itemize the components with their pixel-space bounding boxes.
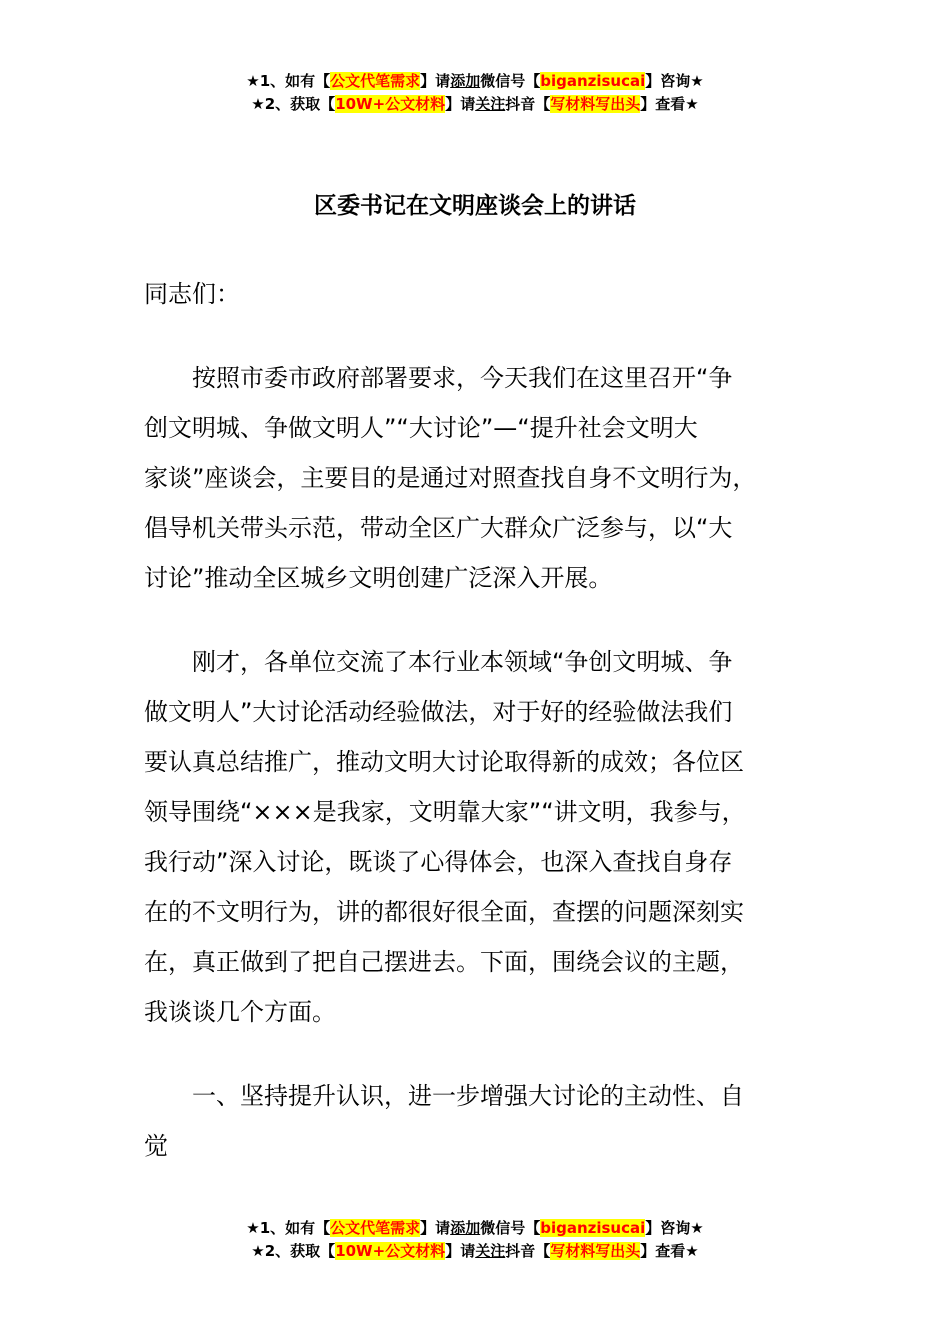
paragraph-line: 做文明人”大讨论活动经验做法，对于好的经验做法我们	[144, 698, 733, 726]
paragraph-line: 在的不文明行为，讲的都很好很全面，查摆的问题深刻实	[144, 898, 744, 926]
header-banner	[0, 70, 950, 116]
banner-underlined: 关注	[475, 1242, 506, 1260]
paragraph-line: 领导围绕“×××是我家，文明靠大家”“讲文明，我参与，	[144, 798, 746, 826]
paragraph-line: 家谈”座谈会，主要目的是通过对照查找自身不文明行为，	[144, 464, 757, 492]
paragraph-line: 按照市委市政府部署要求，今天我们在这里召开“争	[192, 364, 733, 392]
paragraph-line: 刚才，各单位交流了本行业本领域“争创文明城、争	[192, 648, 733, 676]
banner-text: 】请	[420, 1219, 451, 1237]
paragraph-line: 要认真总结推广，推动文明大讨论取得新的成效；各位区	[144, 748, 744, 776]
banner-text: 】请	[445, 95, 476, 113]
footer-banner	[0, 1217, 950, 1263]
salutation-text: 同志们：	[144, 280, 240, 308]
banner-underlined: 添加	[450, 72, 481, 90]
banner-highlight: 公文代笔需求	[330, 72, 421, 90]
paragraph-line: 我谈谈几个方面。	[144, 998, 336, 1026]
banner-highlight: 10W+公文材料	[335, 95, 446, 113]
banner-text: 】请	[420, 72, 451, 90]
banner-highlight: 写材料写出头	[550, 95, 641, 113]
banner-text: ★1、如有【	[246, 72, 331, 90]
banner-highlight: 10W+公文材料	[335, 1242, 446, 1260]
banner-text: ★1、如有【	[246, 1219, 331, 1237]
banner-text: 】咨询★	[645, 1219, 704, 1237]
banner-underlined: 添加	[450, 1219, 481, 1237]
banner-text: 】咨询★	[645, 72, 704, 90]
paragraph-line: 倡导机关带头示范，带动全区广大群众广泛参与，以“大	[144, 514, 733, 542]
banner-text: 】查看★	[640, 95, 699, 113]
banner-text: ★2、获取【	[251, 1242, 336, 1260]
paragraph-line: 我行动”深入讨论，既谈了心得体会，也深入查找自身存	[144, 848, 733, 876]
paragraph-2	[144, 637, 824, 1037]
banner-highlight: biganzisucai	[540, 72, 646, 90]
paragraph-line: 讨论”推动全区城乡文明创建广泛深入开展。	[144, 564, 613, 592]
header-banner-line1	[0, 70, 950, 93]
banner-text: 微信号【	[480, 72, 541, 90]
banner-text: 】请	[445, 1242, 476, 1260]
banner-text: 微信号【	[480, 1219, 541, 1237]
section-heading-1	[144, 1071, 824, 1171]
footer-banner-line1	[0, 1217, 950, 1240]
document-title: 区委书记在文明座谈会上的讲话	[314, 193, 636, 219]
paragraph-1	[144, 353, 824, 603]
footer-banner-line2	[0, 1240, 950, 1263]
banner-text: 抖音【	[505, 1242, 551, 1260]
banner-highlight: biganzisucai	[540, 1219, 646, 1237]
heading-line: 一、坚持提升认识，进一步增强大讨论的主动性、自	[192, 1082, 744, 1110]
banner-text: ★2、获取【	[251, 95, 336, 113]
paragraph-line: 创文明城、争做文明人”“大讨论”—“提升社会文明大	[144, 414, 698, 442]
banner-underlined: 关注	[475, 95, 506, 113]
banner-text: 】查看★	[640, 1242, 699, 1260]
paragraph-line: 在，真正做到了把自己摆进去。下面，围绕会议的主题，	[144, 948, 744, 976]
banner-highlight: 写材料写出头	[550, 1242, 641, 1260]
banner-highlight: 公文代笔需求	[330, 1219, 421, 1237]
salutation	[144, 269, 824, 319]
heading-line: 觉	[144, 1132, 168, 1160]
header-banner-line2	[0, 93, 950, 116]
banner-text: 抖音【	[505, 95, 551, 113]
